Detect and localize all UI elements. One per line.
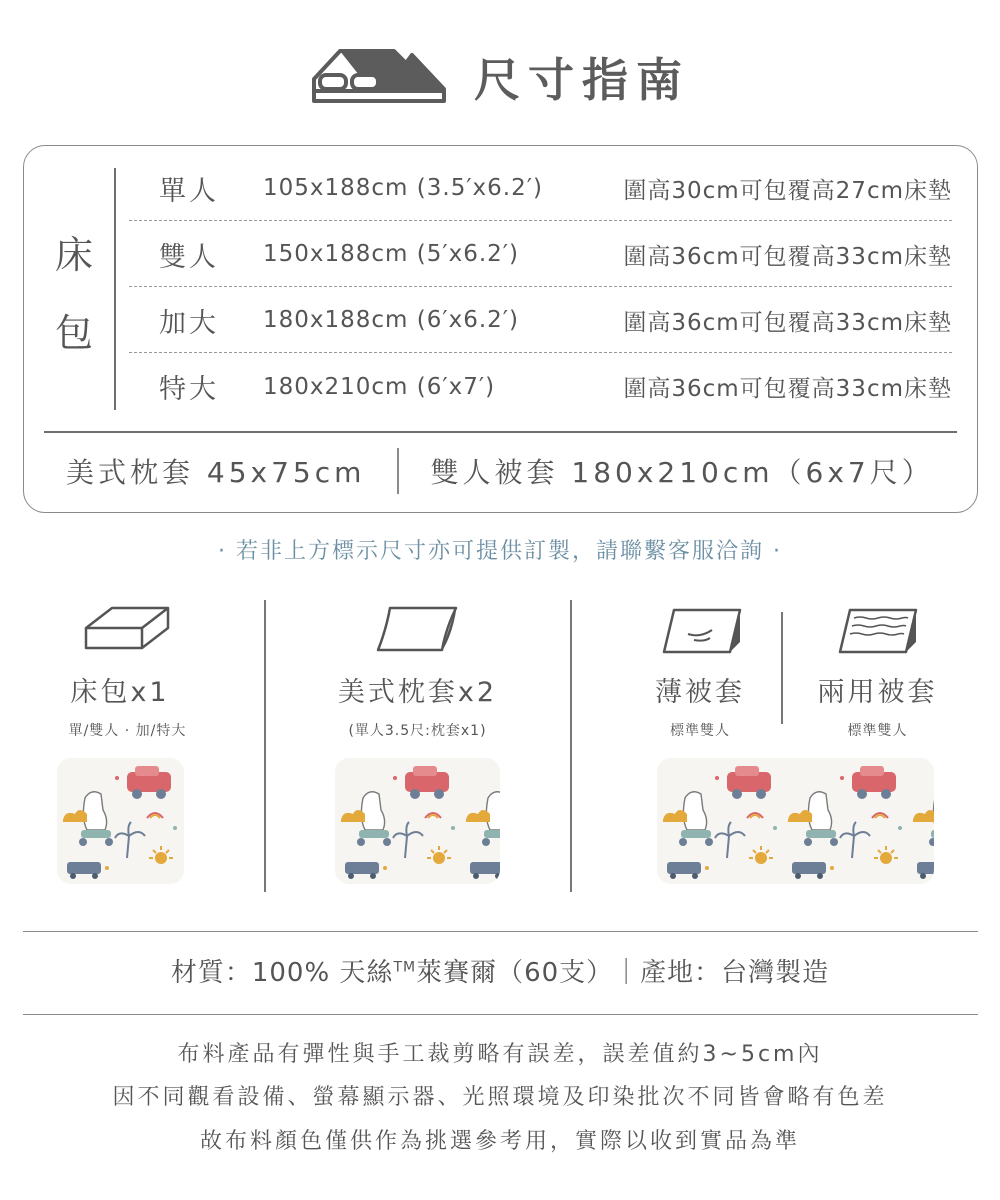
page-header xyxy=(0,42,1000,112)
product-name: 薄被套 xyxy=(655,677,745,708)
size-note: 圍高36cm可包覆高33cm床墊 xyxy=(623,376,952,402)
disclaimer-line: 故布料顏色僅供作為挑選參考用，實際以收到實品為準 xyxy=(199,1129,800,1154)
disclaimer-line: 布料產品有彈性與手工裁剪略有誤差，誤差值約3~5cm內 xyxy=(177,1042,823,1067)
material-prefix: 材質：100% 天絲 xyxy=(170,958,394,988)
size-row-queen xyxy=(129,288,952,353)
divider xyxy=(114,168,116,410)
custom-order-note: · 若非上方標示尺寸亦可提供訂製，請聯繫客服洽詢 · xyxy=(218,539,782,564)
product-sub: 標準雙人 xyxy=(670,723,730,739)
page-title: 尺寸指南 xyxy=(474,53,690,107)
fabric-swatch xyxy=(57,758,184,884)
divider xyxy=(264,600,266,892)
extra-sizes xyxy=(24,432,976,510)
size-name: 雙人 xyxy=(159,241,219,273)
divider xyxy=(570,600,572,892)
divider xyxy=(23,1014,978,1015)
pillowcase-icon xyxy=(372,604,462,654)
bedpack-label-line1: 床 xyxy=(54,233,93,277)
size-dimension: 180x210cm (6′x7′) xyxy=(263,373,496,400)
dual-use-quilt-icon xyxy=(836,606,920,656)
bed-icon xyxy=(310,45,448,109)
bedpack-label-line2: 包 xyxy=(54,311,93,355)
size-note: 圍高36cm可包覆高33cm床墊 xyxy=(623,243,952,270)
quilt-size: 雙人被套 180x210cm（6x7尺） xyxy=(430,456,934,489)
fabric-swatch xyxy=(335,758,500,884)
material-suffix: 萊賽爾（60支）｜產地：台灣製造 xyxy=(416,958,830,988)
size-note: 圍高30cm可包覆高27cm床墊 xyxy=(623,177,952,204)
size-row-king xyxy=(129,354,952,419)
fitted-sheet-icon xyxy=(82,604,172,654)
product-sub: 單/雙人 · 加/特大 xyxy=(68,723,187,739)
size-dimension: 150x188cm (5′x6.2′) xyxy=(263,241,519,267)
size-name: 加大 xyxy=(159,307,219,339)
size-name: 單人 xyxy=(159,175,219,207)
size-row-double xyxy=(129,222,952,287)
bedpack-label xyxy=(52,216,96,372)
material-info xyxy=(0,952,1000,989)
size-table xyxy=(23,145,978,513)
divider xyxy=(23,931,978,932)
size-row-single xyxy=(129,156,952,221)
thin-quilt-icon xyxy=(660,606,744,656)
product-sub: 標準雙人 xyxy=(847,723,908,739)
product-sub: (單人3.5尺:枕套x1) xyxy=(348,723,487,739)
size-name: 特大 xyxy=(159,374,219,405)
fabric-swatch xyxy=(657,758,934,884)
pillow-size: 美式枕套 45x75cm xyxy=(66,456,366,489)
product-name: 美式枕套x2 xyxy=(337,677,498,708)
product-name: 床包x1 xyxy=(70,677,170,708)
size-dimension: 180x188cm (6′x6.2′) xyxy=(263,307,519,333)
trademark: TM xyxy=(393,959,417,976)
divider xyxy=(781,612,783,724)
size-note: 圍高36cm可包覆高33cm床墊 xyxy=(623,309,952,336)
disclaimer-line: 因不同觀看設備、螢幕顯示器、光照環境及印染批次不同皆會略有色差 xyxy=(112,1085,888,1110)
product-name: 兩用被套 xyxy=(817,677,938,708)
size-dimension: 105x188cm (3.5′x6.2′) xyxy=(263,175,543,201)
